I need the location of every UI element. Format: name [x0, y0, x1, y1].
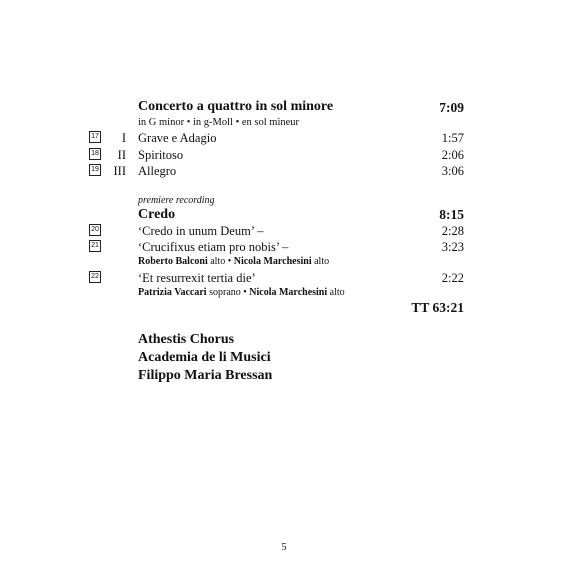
track-number-box: 18 [89, 148, 101, 160]
credo-duration: 8:15 [439, 207, 464, 222]
performer-role: alto [329, 287, 345, 298]
separator: • [243, 287, 247, 298]
part-duration: 2:28 [441, 224, 464, 238]
track-number-box: 21 [89, 240, 101, 252]
part-title: ‘Et resurrexit tertia die’ [138, 271, 256, 285]
credit-conductor: Filippo Maria Bressan [138, 368, 273, 383]
movement-duration: 2:06 [441, 148, 464, 162]
performer-name: Roberto Balconi [138, 256, 208, 267]
credo-title: Credo [138, 207, 176, 222]
part-duration: 2:22 [441, 271, 464, 285]
track-number-box: 19 [89, 164, 101, 176]
separator: • [227, 256, 232, 267]
total-time: TT 63:21 [411, 300, 464, 315]
movement-duration: 3:06 [441, 164, 464, 178]
performer-name: Nicola Marchesini [249, 287, 328, 298]
performer-role: soprano [209, 287, 241, 298]
performers-line [138, 287, 345, 298]
part-title: ‘Crucifixus etiam pro nobis’ – [138, 240, 289, 254]
credit-ensemble: Academia de li Musici [138, 350, 271, 365]
track-number-box: 20 [89, 224, 101, 236]
movement-duration: 1:57 [441, 131, 464, 145]
concerto-title: Concerto a quattro in sol minore [138, 99, 334, 114]
concerto-subtitle: in G minor • in g-Moll • en sol mineur [138, 117, 300, 128]
movement-numeral: III [113, 164, 126, 178]
performer-role: alto [210, 256, 226, 267]
part-duration: 3:23 [441, 240, 464, 254]
page-number: 5 [281, 542, 287, 553]
credit-chorus: Athestis Chorus [138, 332, 235, 347]
track-number-box: 17 [89, 131, 101, 143]
track-number-box: 22 [89, 271, 101, 283]
movement-title: Grave e Adagio [138, 131, 217, 145]
movement-numeral: I [121, 131, 126, 145]
performer-role: alto [314, 256, 330, 267]
movement-title: Spiritoso [138, 148, 184, 162]
movement-numeral: II [117, 148, 126, 162]
concerto-duration: 7:09 [439, 100, 464, 115]
performer-name: Nicola Marchesini [233, 256, 312, 267]
part-title: ‘Credo in unum Deum’ – [138, 224, 264, 238]
performer-name: Patrizia Vaccari [138, 287, 207, 298]
premiere-note: premiere recording [138, 195, 215, 206]
performers-line [138, 256, 329, 267]
movement-title: Allegro [138, 164, 177, 178]
